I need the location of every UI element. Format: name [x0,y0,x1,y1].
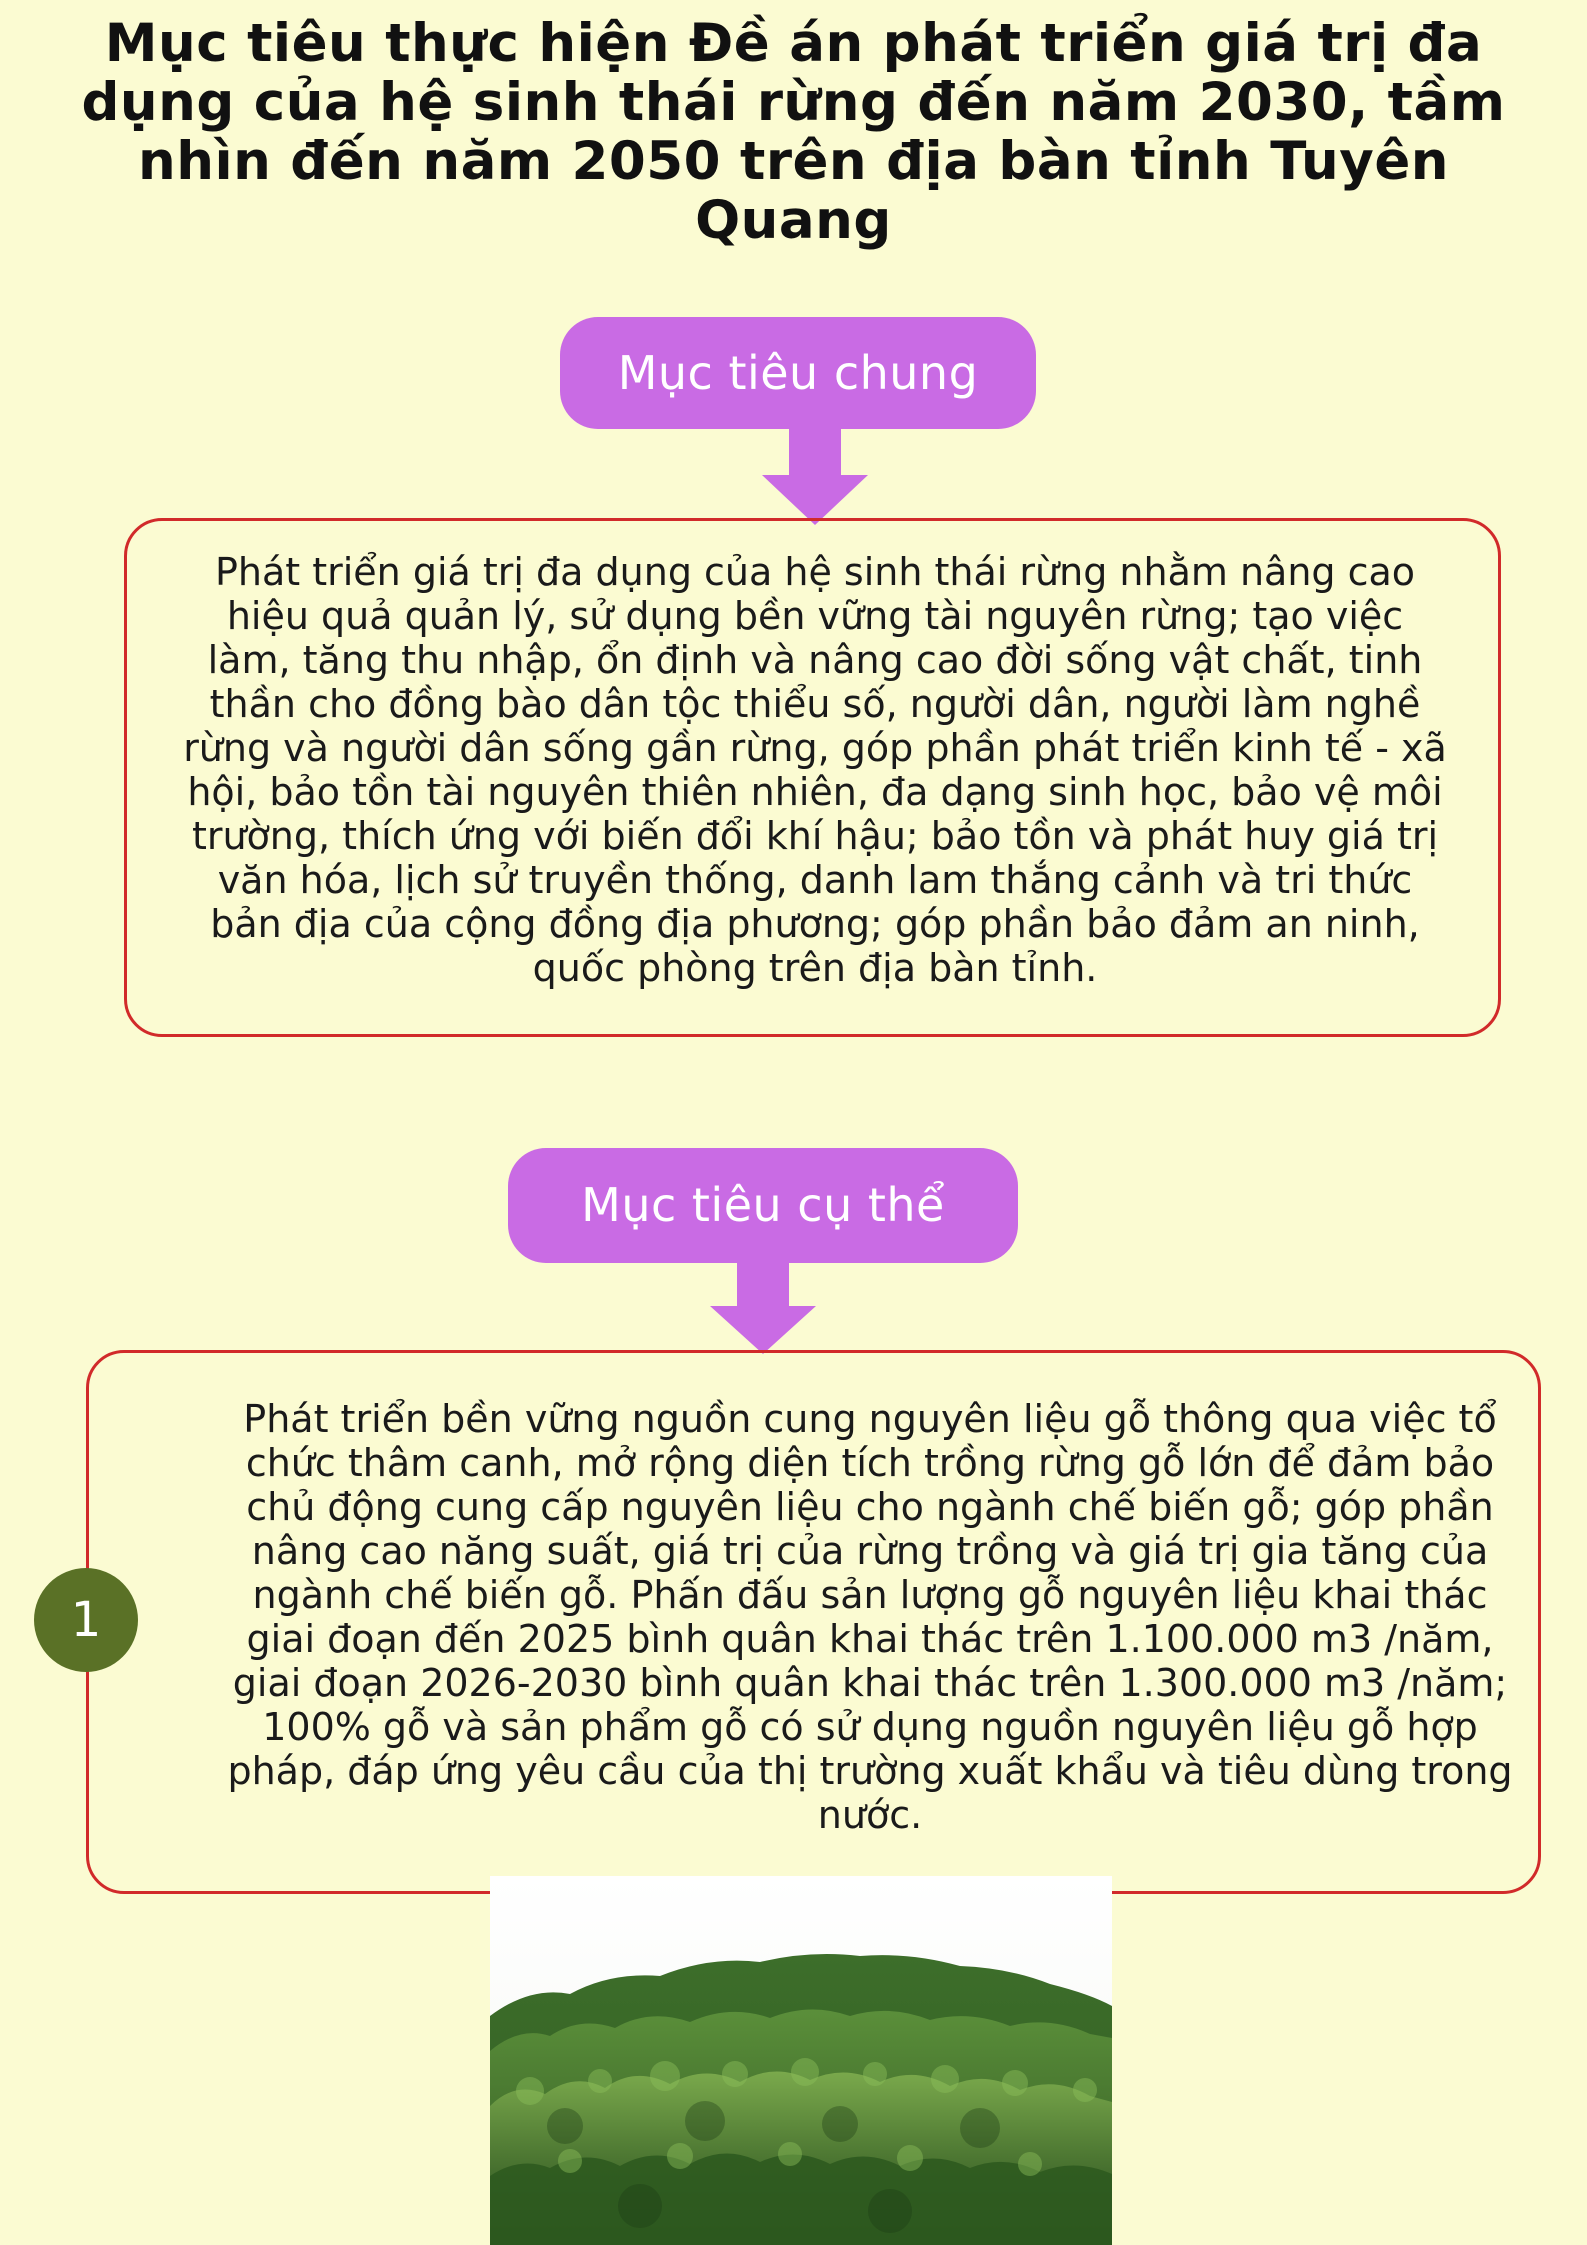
down-arrow-icon [762,427,868,525]
page-title: Mục tiêu thực hiện Đề án phát triển giá trị đa dụng của hệ sinh thái rừng đến năm 2030, tầm nhìn đến năm 2050 trên địa bàn tỉnh Tuyên Quang [81,13,1506,251]
forest-image [490,1876,1112,2245]
specific-goal-text: Phát triển bền vững nguồn cung nguyên liệu gỗ thông qua việc tổ chức thâm canh, mở rộng diện tích trồng rừng gỗ lớn để đảm bảo chủ động cung cấp nguyên liệu cho ngành chế biến gỗ; góp phần nâng cao năng suất, giá trị của rừng trồng và giá trị gia tăng của ngành chế biến gỗ. Phấn đấu sản lượng gỗ nguyên liệu khai thác giai đoạn đến 2025 bình quân khai thác trên 1.100.000 m3 /năm, giai đoạn 2026-2030 bình quân khai thác trên 1.300.000 m3 /năm; 100% gỗ và sản phẩm gỗ có sử dụng nguồn nguyên liệu gỗ hợp pháp, đáp ứng yêu cầu của thị trường xuất khẩu và tiêu dùng trong nước. [227,1397,1513,1837]
general-goal-label: Mục tiêu chung [560,317,1036,429]
general-goal-text: Phát triển giá trị đa dụng của hệ sinh thái rừng nhằm nâng cao hiệu quả quản lý, sử dụng bền vững tài nguyên rừng; tạo việc làm, tăng thu nhập, ổn định và nâng cao đời sống vật chất, tinh thần cho đồng bào dân tộc thiểu số, người dân, người làm nghề rừng và người dân sống gần rừng, góp phần phát triển kinh tế - xã hội, bảo tồn tài nguyên thiên nhiên, đa dạng sinh học, bảo vệ môi trường, thích ứng với biến đổi khí hậu; bảo tồn và phát huy giá trị văn hóa, lịch sử truyền thống, danh lam thắng cảnh và tri thức bản địa của cộng đồng địa phương; góp phần bảo đảm an ninh, quốc phòng trên địa bàn tỉnh. [183,550,1447,990]
item-number-badge: 1 [34,1568,138,1672]
specific-goal-label: Mục tiêu cụ thể [508,1148,1018,1263]
down-arrow-icon [710,1262,816,1354]
